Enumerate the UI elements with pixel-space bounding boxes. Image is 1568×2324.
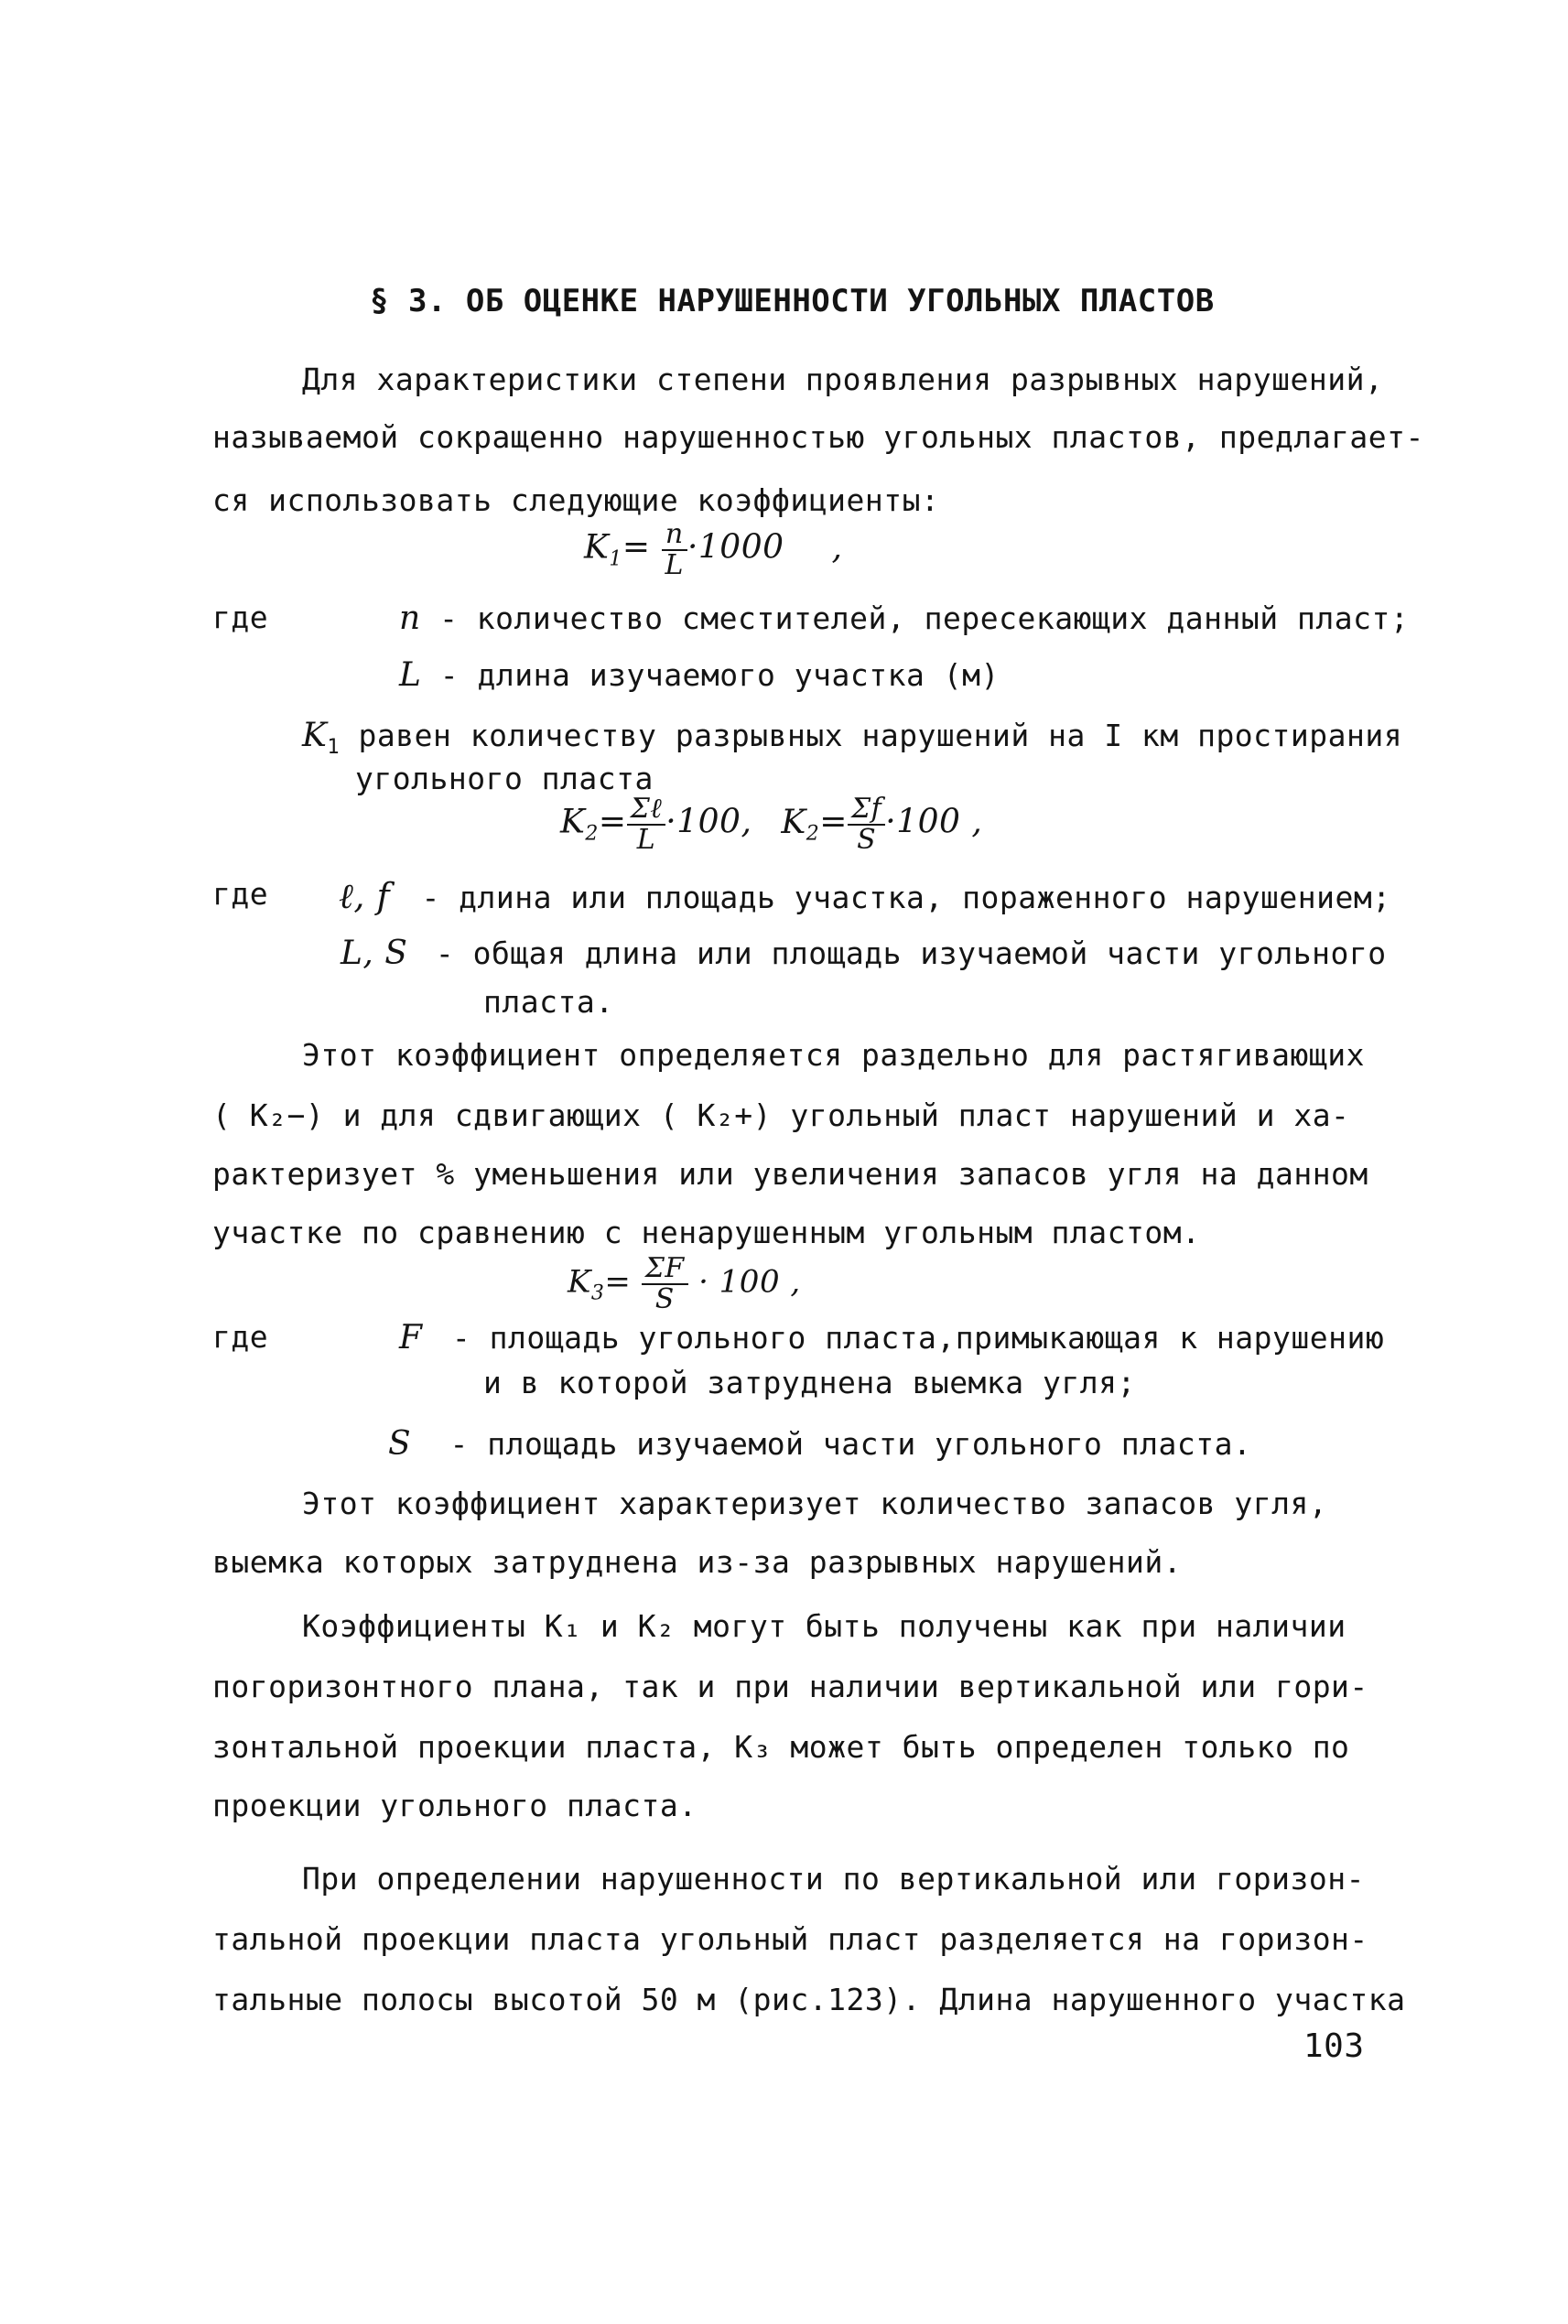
formula-k2a-fraction: [627, 794, 666, 854]
para5-line-2: тальной проекции пласта угольный пласт разделяется на горизон-: [212, 1921, 1368, 1957]
formula-k1-lhs: K: [584, 528, 610, 567]
formula-k1-eq: =: [622, 528, 651, 567]
def-L: [399, 656, 1000, 694]
formula-k3-fraction: [642, 1254, 688, 1313]
intro-line-1: Для характеристики степени проявления разрывных нарушений,: [302, 362, 1384, 397]
formula-k2a-sub: 2: [585, 822, 599, 846]
formula-k2b-fraction: [848, 794, 885, 854]
para2-line-4: участке по сравнению с ненарушенным угольным пластом.: [212, 1215, 1201, 1250]
def-lf-text: - длина или площадь участка, пораженного нарушением;: [421, 880, 1391, 915]
intro-line-3: ся использовать следующие коэффициенты:: [212, 482, 940, 518]
formula-k2b-numerator: Σf: [848, 794, 885, 826]
formula-k3-multiplier: · 100 ,: [698, 1263, 801, 1301]
formula-k1-multiplier: ·1000: [687, 528, 784, 567]
section-title: § 3. ОБ ОЦЕНКЕ НАРУШЕННОСТИ УГОЛЬНЫХ ПЛАСТОВ: [370, 283, 1215, 319]
def-lf-symbol: ℓ, f: [339, 876, 391, 916]
formula-k3-lhs: K: [568, 1263, 591, 1301]
para2-line-1: Этот коэффициент определяется раздельно для растягивающих: [302, 1037, 1365, 1073]
para5-line-3: тальные полосы высотой 50 м (рис.123). Длина нарушенного участка: [212, 1982, 1406, 2017]
formula-k1-denominator: L: [665, 548, 684, 581]
def-S-symbol: S: [388, 1425, 412, 1463]
para4-line-2: погоризонтного плана, так и при наличии вертикальной или гори-: [212, 1669, 1368, 1704]
def-LS-symbol: L, S: [341, 935, 408, 972]
para4-line-4: проекции угольного пласта.: [212, 1788, 697, 1823]
def-n-symbol: n: [399, 600, 421, 637]
formula-k2b-sub: 2: [806, 822, 820, 846]
def-S-text: - площадь изучаемой части угольного пласта.: [449, 1426, 1252, 1462]
k1-note-symbol: K: [302, 717, 328, 754]
where-label-3: где: [212, 1319, 269, 1355]
para5-line-1: При определении нарушенности по вертикальной или горизон-: [302, 1861, 1365, 1897]
formula-k2a-lhs: K: [560, 803, 586, 841]
def-n: [399, 602, 1409, 635]
formula-k2a-multiplier: ·100,: [665, 803, 752, 841]
formula-k1-fraction: [662, 520, 687, 579]
intro-line-2: называемой сокращенно нарушенностью угольных пластов, предлагает-: [212, 419, 1424, 455]
formula-k2a-denominator: L: [636, 823, 656, 856]
para4-line-3: зонтальной проекции пласта, K₃ может быть определен только по: [212, 1729, 1350, 1765]
formula-k3-denominator: S: [654, 1282, 675, 1315]
where-label-1: где: [212, 600, 269, 635]
def-n-text: - количество сместителей, пересекающих данный пласт;: [439, 600, 1410, 636]
formula-k3-eq: =: [604, 1263, 632, 1301]
def-L-text: - длина изучаемого участка (м): [439, 657, 1000, 693]
formula-k1-sub: 1: [609, 547, 622, 571]
para3-line-1: Этот коэффициент характеризует количество запасов угля,: [302, 1486, 1328, 1521]
para2-line-2: ( K₂−) и для сдвигающих ( K₂+) угольный пласт нарушений и ха-: [212, 1097, 1350, 1133]
para3-line-2: выемка которых затруднена из-за разрывных нарушений.: [212, 1544, 1183, 1580]
formula-k2: $K_2=$ $\frac{\text{Σℓ}}{L}$ ·100, $K_2=$ $\frac{\Sigma f}{S}$ ·100 ,: [560, 793, 983, 856]
formula-k3: [568, 1254, 801, 1313]
def-S: [388, 1425, 1252, 1463]
formula-k3-numerator: ΣF: [642, 1254, 688, 1285]
formula-k2b-lhs: K: [781, 803, 806, 841]
k1-note-text: равен количеству разрывных нарушений на I км простирания: [358, 718, 1403, 753]
formula-k1-numerator: n: [662, 520, 687, 551]
k1-note-line-1: [302, 719, 1402, 758]
def-F-symbol: F: [399, 1319, 423, 1357]
para4-line-1: Коэффициенты K₁ и K₂ могут быть получены как при наличии: [302, 1608, 1346, 1644]
def-F-text: - площадь угольного пласта,примыкающая к нарушению: [451, 1320, 1385, 1356]
formula-k2a-numerator: Σℓ: [627, 794, 666, 826]
def-F: [399, 1319, 1385, 1357]
def-F-continued: и в которой затруднена выемка угля;: [483, 1365, 1136, 1400]
formula-k1-comma: ,: [831, 528, 843, 567]
def-L-symbol: L: [399, 656, 422, 694]
page-number: 103: [1303, 2027, 1365, 2065]
formula-k2b-denominator: S: [857, 823, 877, 856]
formula-k2b-multiplier: ·100 ,: [885, 803, 983, 841]
formula-k3-sub: 3: [590, 1281, 605, 1305]
def-lf: [339, 876, 1391, 916]
def-LS: [341, 937, 1387, 970]
def-LS-continued: пласта.: [483, 984, 614, 1020]
k1-note-line-2: угольного пласта: [355, 761, 654, 796]
k1-note-sub: 1: [327, 736, 341, 759]
formula-k1: [584, 520, 842, 579]
where-label-2: где: [212, 876, 269, 912]
def-LS-text: - общая длина или площадь изучаемой части угольного: [435, 935, 1387, 971]
para2-line-3: рактеризует % уменьшения или увеличения запасов угля на данном: [212, 1156, 1368, 1192]
